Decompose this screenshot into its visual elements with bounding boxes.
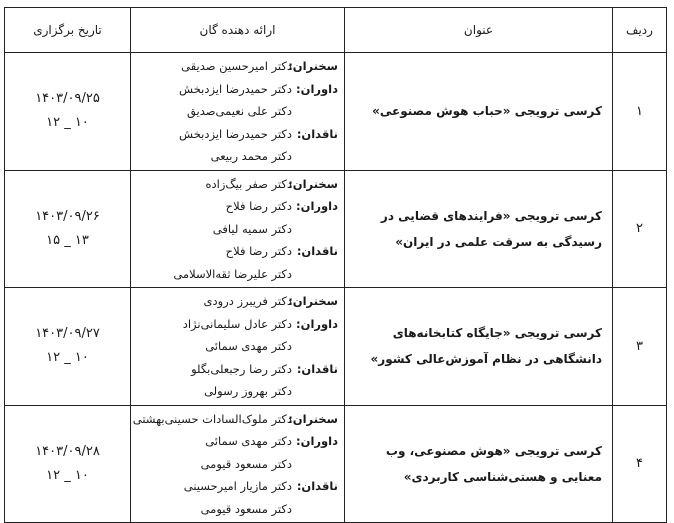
critics-label: ناقدان: (296, 244, 338, 258)
judge-name: دکتر سمیه لیافی (212, 221, 292, 236)
judges-label: داوران: (296, 316, 338, 331)
presenters-cell (131, 53, 345, 171)
judge-name: دکتر مهدی سمائی (205, 434, 292, 448)
date-cell (5, 170, 131, 288)
session-title: کرسی ترویجی «فرایندهای قضایی در رسیدگی به سرقت علمی در ایران» (345, 170, 613, 288)
row-number: ۲ (613, 170, 667, 288)
critic-name: دکتر رضا رجبعلی‌بگلو (191, 361, 292, 376)
critics-label: ناقدان: (296, 126, 338, 141)
session-date: ۱۴۰۳/۰۹/۲۷ (35, 326, 100, 342)
judge-name: دکتر مهدی سمائی (205, 339, 292, 353)
judge-name: دکتر مسعود قیومی (200, 456, 292, 471)
judge-name: دکتر رضا فلاح (225, 199, 292, 213)
judges-label: داوران: (296, 434, 338, 448)
date-cell (5, 53, 131, 171)
presenters-cell (131, 170, 345, 288)
critic-name: دکتر بهروز رسولی (204, 384, 292, 398)
critic-name: دکتر حمیدرضا ایزدبخش (179, 126, 292, 141)
schedule-table (4, 7, 667, 523)
judge-name: دکتر علی نعیمی‌صدیق (186, 104, 292, 118)
critic-name: دکتر محمد ربیعی (210, 149, 292, 163)
speaker-name: دکتر صفر بیگ‌زاده (205, 176, 292, 191)
session-time: ۱۰ _ ۱۲ (46, 350, 89, 366)
header-date: تاریخ برگزاری (5, 8, 131, 53)
date-cell (5, 288, 131, 406)
judges-label: داوران: (296, 199, 338, 213)
speakers-label: سخنران: (288, 411, 338, 426)
table-row (5, 53, 667, 171)
critic-name: دکتر مسعود قیومی (200, 501, 292, 516)
presenters-cell (131, 405, 345, 523)
judges-label: داوران: (296, 81, 338, 96)
row-number: ۴ (613, 405, 667, 523)
header-title: عنوان (345, 8, 613, 53)
critic-name: دکتر مازیار امیرحسینی (183, 479, 292, 493)
session-date: ۱۴۰۳/۰۹/۲۵ (35, 91, 100, 107)
date-cell (5, 405, 131, 523)
session-time: ۱۳ _ ۱۵ (46, 232, 89, 248)
header-row (5, 8, 667, 53)
row-number: ۳ (613, 288, 667, 406)
session-date: ۱۴۰۳/۰۹/۲۶ (35, 208, 100, 224)
speaker-name: دکتر امیرحسین صدیقی (181, 59, 292, 73)
critics-label: ناقدان: (296, 479, 338, 493)
table-row (5, 405, 667, 523)
critic-name: دکتر رضا فلاح (225, 244, 292, 258)
speaker-name: دکتر ملوک‌السادات حسینی‌بهشتی (132, 411, 292, 426)
session-date: ۱۴۰۳/۰۹/۲۸ (35, 443, 100, 459)
presenters-cell (131, 288, 345, 406)
header-presenters: ارائه دهنده گان (131, 8, 345, 53)
session-title: کرسی ترویجی «حباب هوش مصنوعی» (345, 53, 613, 171)
speakers-label: سخنران: (288, 294, 338, 308)
judge-name: دکتر حمیدرضا ایزدبخش (179, 81, 292, 96)
judge-name: دکتر عادل سلیمانی‌نژاد (182, 316, 292, 331)
session-title: کرسی ترویجی «جایگاه کتابخانه‌های دانشگاهی در نظام آموزش‌عالی کشور» (345, 288, 613, 406)
speaker-name: دکتر فریبرز درودی (203, 294, 292, 308)
speakers-label: سخنران: (288, 59, 338, 73)
session-time: ۱۰ _ ۱۲ (46, 467, 89, 483)
table-row (5, 288, 667, 406)
session-title: کرسی ترویجی «هوش مصنوعی، وب معنایی و هستی‌شناسی کاربردی» (345, 405, 613, 523)
table-row (5, 170, 667, 288)
header-row-number: ردیف (613, 8, 667, 53)
critic-name: دکتر علیرضا ثقه‌الاسلامی (173, 266, 292, 281)
row-number: ۱ (613, 53, 667, 171)
critics-label: ناقدان: (296, 361, 338, 376)
session-time: ۱۰ _ ۱۲ (46, 115, 89, 131)
speakers-label: سخنران: (288, 176, 338, 191)
